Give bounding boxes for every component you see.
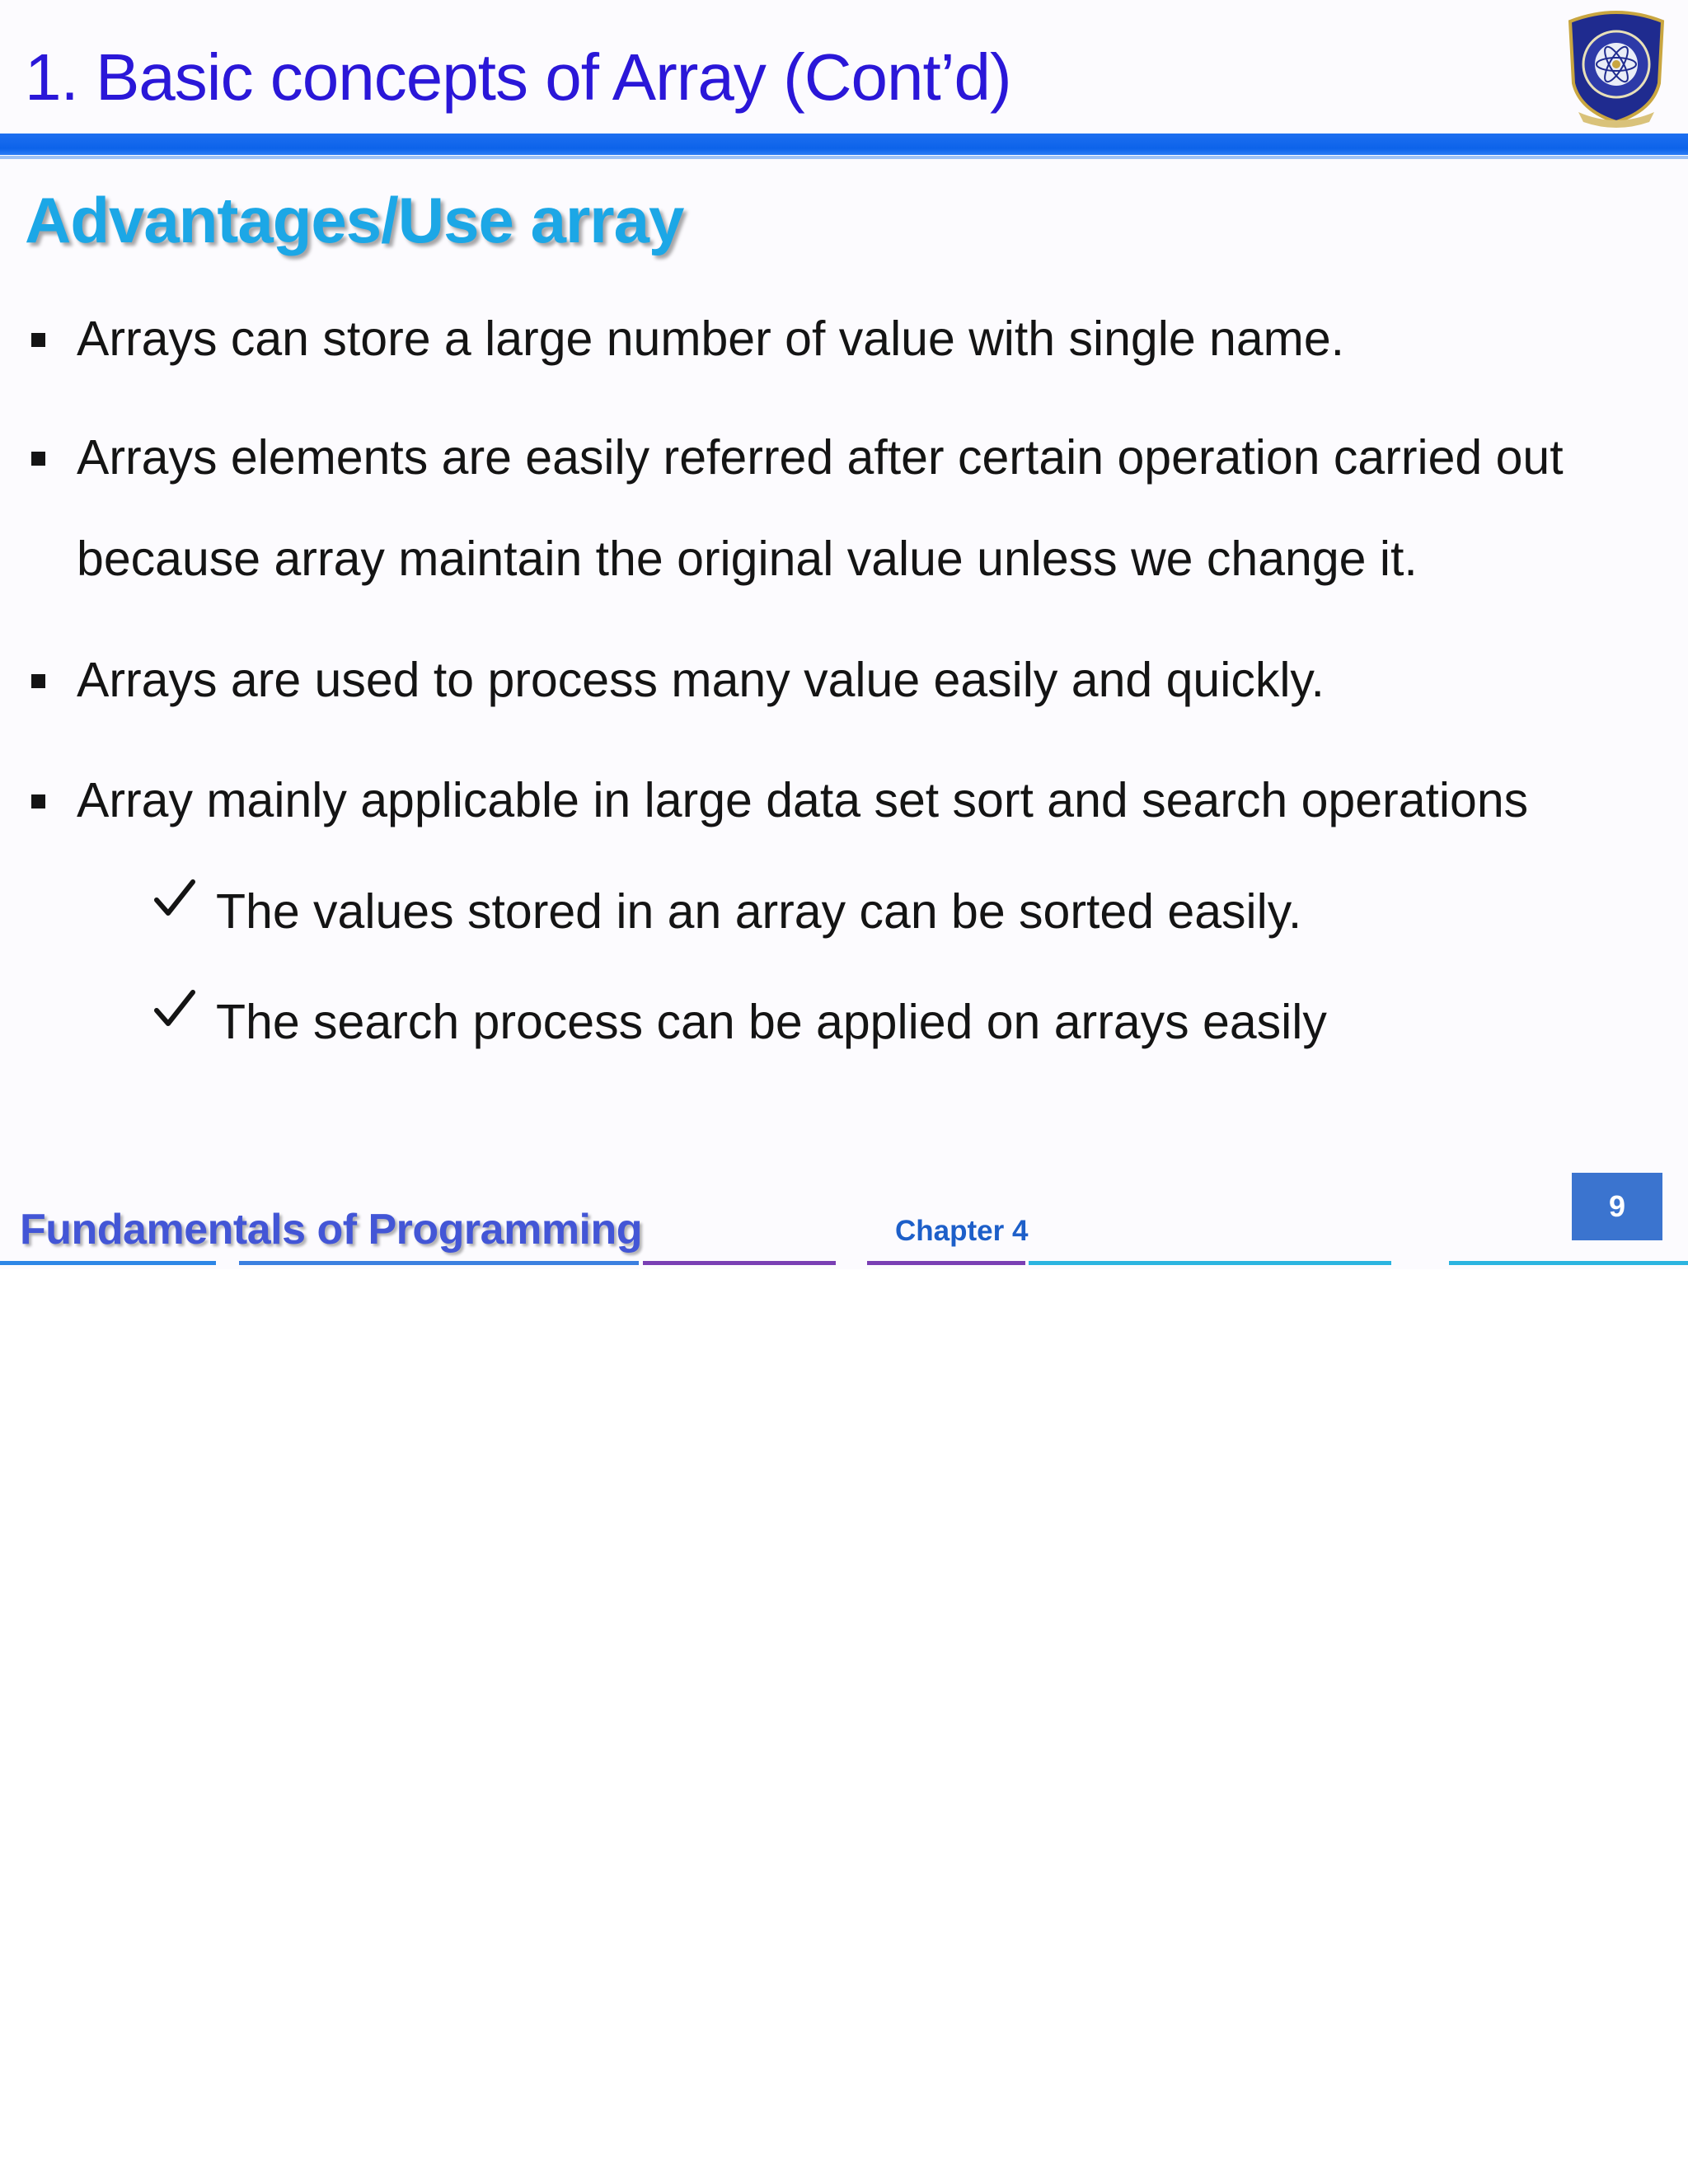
footer-chapter: Chapter 4	[895, 1215, 1029, 1247]
bullet-text: Arrays elements are easily referred after certain operation carried out because array maintain the original value unless we change it.	[77, 430, 1564, 586]
square-bullet-icon	[31, 794, 45, 808]
bullet-item	[25, 630, 1657, 737]
bullet-item	[25, 750, 1657, 857]
square-bullet-icon	[31, 674, 45, 688]
checkmark-icon	[153, 986, 196, 1032]
slide-title: 1. Basic concepts of Array (Cont’d)	[25, 40, 1011, 114]
footer-rule-segment	[0, 1261, 216, 1265]
footer-course-title: Fundamentals of Programming	[20, 1206, 643, 1254]
university-crest-icon	[1562, 5, 1671, 129]
square-bullet-icon	[31, 333, 45, 347]
bullet-text: Arrays can store a large number of value with single name.	[77, 312, 1345, 366]
footer-rule-segment	[1029, 1261, 1391, 1265]
footer-rule-segment	[643, 1261, 836, 1265]
header-bar-underline	[0, 156, 1688, 159]
footer-rule-segment	[867, 1261, 1025, 1265]
bullet-text: Arrays are used to process many value easily and quickly.	[77, 653, 1325, 707]
header-bar	[0, 134, 1688, 155]
sub-bullet-text: The search process can be applied on arrays easily	[216, 995, 1327, 1049]
page-number-badge	[1572, 1173, 1662, 1240]
checkmark-icon	[153, 875, 196, 921]
bullet-item	[25, 288, 1657, 396]
page-number: 9	[1608, 1189, 1626, 1223]
bullet-text: Array mainly applicable in large data set sort and search operations	[77, 773, 1529, 827]
square-bullet-icon	[31, 452, 45, 466]
footer-rule-segment	[239, 1261, 639, 1265]
sub-bullet-text: The values stored in an array can be sorted easily.	[216, 884, 1302, 939]
bullet-item	[25, 407, 1657, 613]
footer-rule-segment	[1449, 1261, 1688, 1265]
section-heading: Advantages/Use array	[25, 184, 684, 256]
